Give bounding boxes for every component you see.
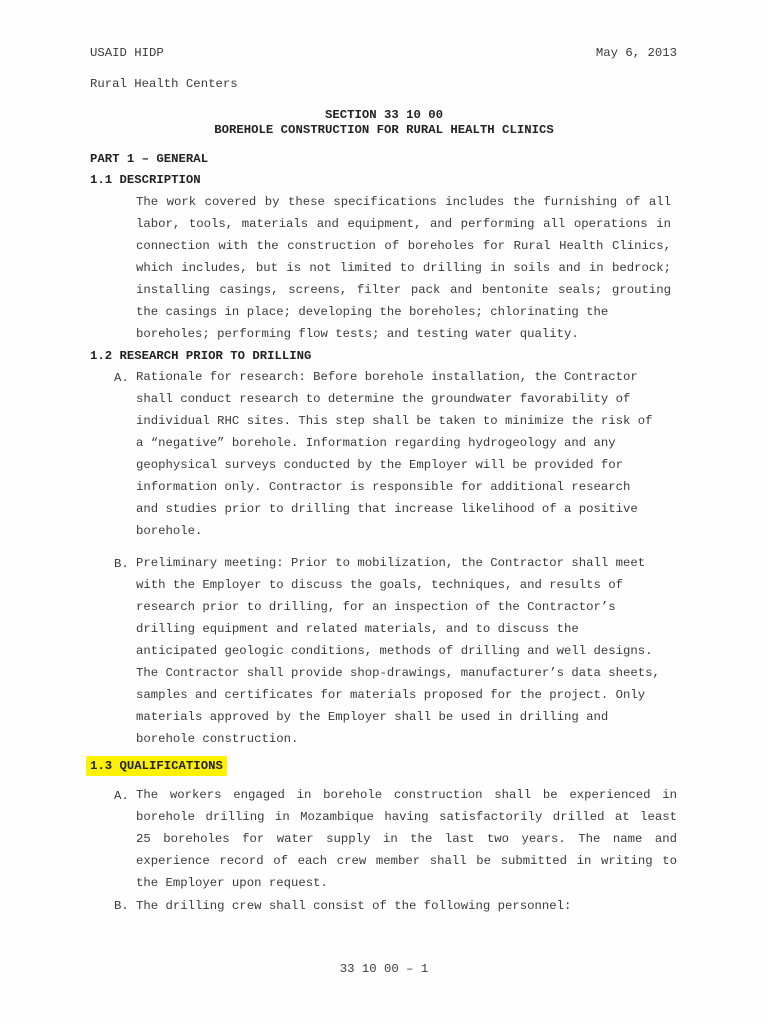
text-line: materials approved by the Employer shall be used in drilling and (136, 710, 609, 724)
text-line: with the Employer to discuss the goals, techniques, and results of (136, 578, 624, 592)
text-line: the casings in place; developing the boreholes; chlorinating the (136, 305, 609, 319)
section-title: BOREHOLE CONSTRUCTION FOR RURAL HEALTH CLINICS (214, 123, 554, 137)
paragraph-research-rationale (136, 366, 671, 542)
paragraph-qualifications (136, 784, 677, 894)
heading-1-2: 1.2 RESEARCH PRIOR TO DRILLING (90, 349, 312, 363)
text-line: geophysical surveys conducted by the Employer will be provided for (136, 458, 624, 472)
item-a-label: A. (114, 371, 129, 385)
text-line: The drilling crew shall consist of the following personnel: (136, 899, 572, 913)
text-line: anticipated geologic conditions, methods of drilling and well designs. (136, 644, 653, 658)
heading-1-1: 1.1 DESCRIPTION (90, 173, 201, 187)
text-line: connection with the construction of boreholes for Rural Health Clinics, (136, 239, 671, 253)
text-line: boreholes; performing flow tests; and testing water quality. (136, 327, 579, 341)
text-line: borehole construction. (136, 732, 299, 746)
text-line: and studies prior to drilling that increase likelihood of a positive (136, 502, 638, 516)
text-line: Preliminary meeting: Prior to mobilization, the Contractor shall meet (136, 556, 646, 570)
page-footer: 33 10 00 – 1 (339, 962, 429, 976)
item-a-label: A. (114, 789, 129, 803)
text-line: a “negative” borehole. Information regarding hydrogeology and any (136, 436, 616, 450)
text-line: borehole drilling in Mozambique having satisfactorily drilled at least (136, 810, 677, 824)
paragraph-description (136, 191, 671, 345)
text-line: information only. Contractor is responsible for additional research (136, 480, 631, 494)
text-line: individual RHC sites. This step shall be taken to minimize the risk of (136, 414, 653, 428)
item-b-label: B. (114, 557, 129, 571)
highlighted-heading: 1.3 QUALIFICATIONS (86, 756, 227, 776)
text-line: drilling equipment and related materials, and to discuss the (136, 622, 579, 636)
part-heading: PART 1 – GENERAL (90, 152, 209, 166)
text-line: The Contractor shall provide shop-drawings, manufacturer’s data sheets, (136, 666, 660, 680)
text-line: installing casings, screens, filter pack and bentonite seals; grouting (136, 283, 671, 297)
text-line: research prior to drilling, for an inspection of the Contractor’s (136, 600, 616, 614)
text-line: samples and certificates for materials proposed for the project. Only (136, 688, 646, 702)
header-date: May 6, 2013 (595, 46, 677, 60)
heading-1-3 (86, 759, 227, 773)
text-line: The workers engaged in borehole construction shall be experienced in (136, 788, 677, 802)
section-number: SECTION 33 10 00 (324, 108, 444, 122)
header-org: USAID HIDP (90, 46, 164, 60)
text-line: The work covered by these specifications includes the furnishing of all (136, 195, 671, 209)
text-line: shall conduct research to determine the groundwater favorability of (136, 392, 631, 406)
paragraph-preliminary-meeting (136, 552, 671, 750)
text-line: Rationale for research: Before borehole installation, the Contractor (136, 370, 638, 384)
text-line: borehole. (136, 524, 203, 538)
text-line: the Employer upon request. (136, 876, 328, 890)
text-line: 25 boreholes for water supply in the last two years. The name and (136, 832, 677, 846)
header-subtitle: Rural Health Centers (90, 77, 238, 91)
text-line: which includes, but is not limited to drilling in soils and in bedrock; (136, 261, 671, 275)
item-b-label: B. (114, 899, 129, 913)
text-line: labor, tools, materials and equipment, and performing all operations in (136, 217, 671, 231)
text-line: experience record of each crew member shall be submitted in writing to (136, 854, 677, 868)
